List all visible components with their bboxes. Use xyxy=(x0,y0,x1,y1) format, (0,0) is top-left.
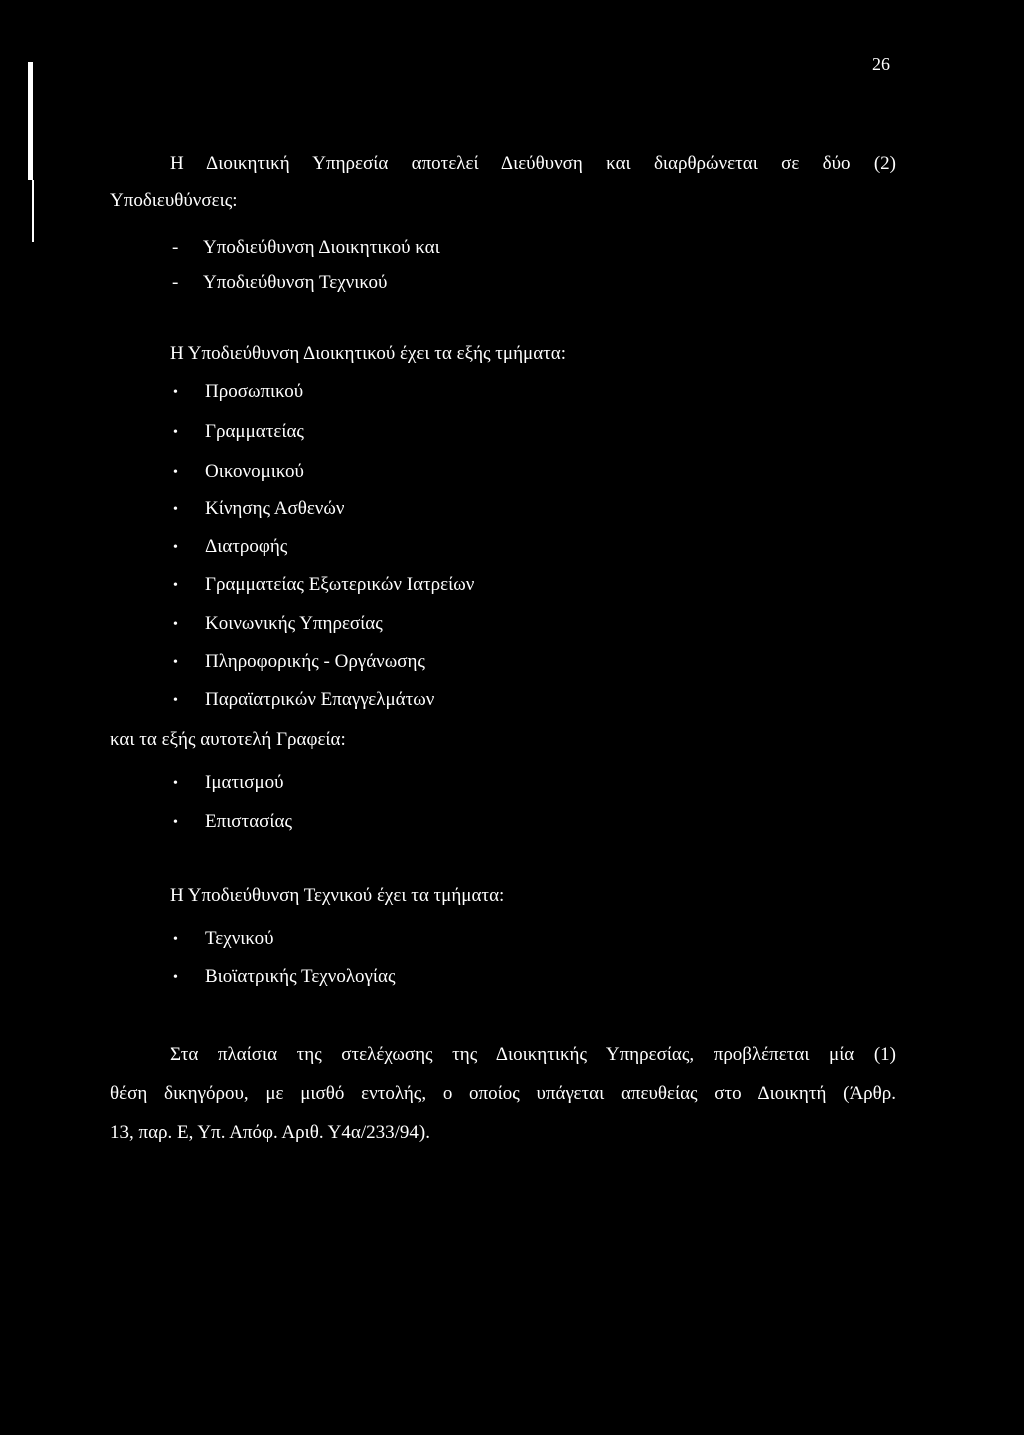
list-item: Υποδιεύθυνση Διοικητικού και xyxy=(203,237,440,258)
list-item: Τεχνικού xyxy=(205,928,274,949)
closing-line-1: Στα πλαίσια της στελέχωσης της Διοικητικής Υπηρεσίας, προβλέπεται μία (1) xyxy=(170,1044,896,1065)
bullet-icon: • xyxy=(173,655,178,670)
list-item: Υποδιεύθυνση Τεχνικού xyxy=(203,272,388,293)
closing-line-3: 13, παρ. Ε, Υπ. Απόφ. Αριθ. Υ4α/233/94). xyxy=(110,1122,430,1143)
list-marker: - xyxy=(172,237,179,258)
intro-line-1: Η Διοικητική Υπηρεσία αποτελεί Διεύθυνση και διαρθρώνεται σε δύο (2) xyxy=(170,153,896,174)
bullet-icon: • xyxy=(173,425,178,440)
bullet-icon: • xyxy=(173,815,178,830)
bullet-icon: • xyxy=(173,502,178,517)
technical-heading: Η Υποδιεύθυνση Τεχνικού έχει τα τμήματα: xyxy=(170,885,505,906)
intro-line-2: Υποδιευθύνσεις: xyxy=(110,190,238,211)
offices-heading: και τα εξής αυτοτελή Γραφεία: xyxy=(110,729,346,750)
list-item: Παραϊατρικών Επαγγελμάτων xyxy=(205,689,435,710)
bullet-icon: • xyxy=(173,617,178,632)
list-item: Διατροφής xyxy=(205,536,288,557)
margin-bar xyxy=(28,62,33,180)
bullet-icon: • xyxy=(173,932,178,947)
margin-bar-thin xyxy=(32,180,34,242)
page-number: 26 xyxy=(872,54,890,74)
list-item: Προσωπικού xyxy=(205,381,304,402)
list-item: Βιοϊατρικής Τεχνολογίας xyxy=(205,966,396,987)
list-item: Γραμματείας xyxy=(205,421,304,442)
bullet-icon: • xyxy=(173,540,178,555)
list-item: Ιματισμού xyxy=(205,772,284,793)
closing-line-2: θέση δικηγόρου, με μισθό εντολής, ο οποίος υπάγεται απευθείας στο Διοικητή (Άρθρ. xyxy=(110,1083,896,1104)
list-item: Επιστασίας xyxy=(205,811,292,832)
bullet-icon: • xyxy=(173,385,178,400)
list-item: Πληροφορικής - Οργάνωσης xyxy=(205,651,425,672)
bullet-icon: • xyxy=(173,776,178,791)
list-item: Οικονομικού xyxy=(205,461,304,482)
bullet-icon: • xyxy=(173,693,178,708)
admin-heading: Η Υποδιεύθυνση Διοικητικού έχει τα εξής τμήματα: xyxy=(170,343,567,364)
list-item: Κίνησης Ασθενών xyxy=(205,498,345,519)
bullet-icon: • xyxy=(173,578,178,593)
list-marker: - xyxy=(172,272,179,293)
bullet-icon: • xyxy=(173,970,178,985)
list-item: Γραμματείας Εξωτερικών Ιατρείων xyxy=(205,574,475,595)
list-item: Κοινωνικής Υπηρεσίας xyxy=(205,613,383,634)
bullet-icon: • xyxy=(173,465,178,480)
